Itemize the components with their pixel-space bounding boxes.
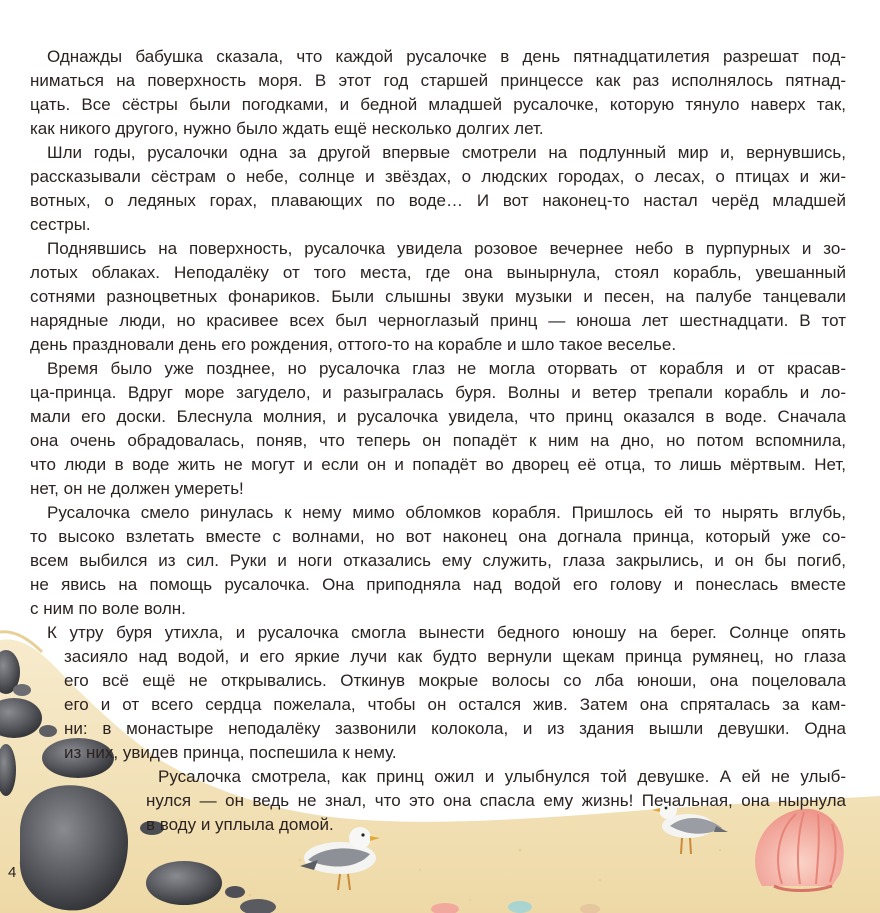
text-line: сестры. — [30, 215, 91, 234]
text-line: не явись на помощь русалочка. Она приподняла над водой его голову и понеслась вместе — [30, 575, 846, 594]
text-line: день праздновали день его рождения, оттого-то на корабле и шло такое веселье. — [30, 335, 677, 354]
text-line: Русалочка смотрела, как принц ожил и улыбнулся той девушке. А ей не улыб- — [158, 767, 846, 786]
text-line: с ним по воле волн. — [30, 599, 186, 618]
text-line: в воду и уплыла домой. — [146, 815, 334, 834]
text-line: цать. Все сёстры были погодками, и бедной младшей русалочке, которую тянуло наверх так, — [30, 95, 846, 114]
text-line: Однажды бабушка сказала, что каждой русалочке в день пятнадцатилетия разрешат под- — [47, 47, 846, 66]
text-line: Поднявшись на поверхность, русалочка увидела розовое вечернее небо в пурпурных и зо- — [47, 239, 846, 258]
text-line: как никого другого, нужно было ждать ещё несколько долгих лет. — [30, 119, 544, 138]
text-line: его всё ещё не открывались. Откинув мокрые волосы со лба юноши, она поцеловала — [64, 671, 846, 690]
text-line: мали его доски. Блеснула молния, и русалочка увидела, что принц оказался в воде. Сначала — [30, 407, 846, 426]
text-line: она очень обрадовалась, поняв, что теперь он попадёт к ним на дно, но потом вспомнила, — [30, 431, 846, 450]
text-line: сотнями разноцветных фонариков. Были слышны звуки музыки и песен, на палубе танцевали — [30, 287, 846, 306]
text-line: что люди в воде жить не могут и если он и попадёт во дворец её отца, то лишь мёртвым. Нет, — [30, 455, 846, 474]
text-line: ца-принца. Вдруг море загудело, и разыгралась буря. Волны и ветер трепали корабль и ло- — [30, 383, 846, 402]
text-line: рассказывали сёстрам о небе, солнце и звёздах, о людских городах, о лесах, о птицах и жи- — [30, 167, 846, 186]
text-line: его и от всего сердца пожелала, чтобы он остался жив. Затем она спряталась за кам- — [64, 695, 846, 714]
text-line: К утру буря утихла, и русалочка смогла вынести бедного юношу на берег. Солнце опять — [47, 623, 846, 642]
text-line: Шли годы, русалочки одна за другой впервые смотрели на подлунный мир и, вернувшись, — [47, 143, 846, 162]
text-line: нарядные люди, но красивее всех был черноглазый принц — юноша лет шестнадцати. В тот — [30, 311, 846, 330]
text-line: Русалочка смело ринулась к нему мимо обломков корабля. Пришлось ей то нырять вглубь, — [47, 503, 846, 522]
text-line: вотных, о ледяных горах, плавающих по воде… И вот наконец-то настал черёд младшей — [30, 191, 846, 210]
text-line: всем выбился из сил. Руки и ноги отказались ему служить, глаза закрылись, и он бы погиб, — [30, 551, 846, 570]
text-line: ниматься на поверхность моря. В этот год старшей принцессе как раз исполнялось пятнад- — [30, 71, 846, 90]
text-line: лотых облаках. Неподалёку от того места, где она вынырнула, стоял корабль, увешанный — [30, 263, 846, 282]
text-line: нет, он не должен умереть! — [30, 479, 244, 498]
text-line: Время было уже позднее, но русалочка глаз не могла оторвать от корабля и от красав- — [47, 359, 846, 378]
text-line: ни: в монастыре неподалёку зазвонили колокола, и из здания вышли девушки. Одна — [64, 719, 846, 738]
text-line: засияло над водой, и его яркие лучи как будто вернули щекам принца румянец, но глаза — [64, 647, 846, 666]
text-line: нулся — он ведь не знал, что это она спасла ему жизнь! Печальная, она нырнула — [146, 791, 846, 810]
text-line: то высоко взлетать вместе с волнами, но вот наконец она догнала принца, который уже со- — [30, 527, 846, 546]
page-number: 4 — [8, 864, 17, 881]
text-line: из них, увидев принца, поспешила к нему. — [64, 743, 397, 762]
